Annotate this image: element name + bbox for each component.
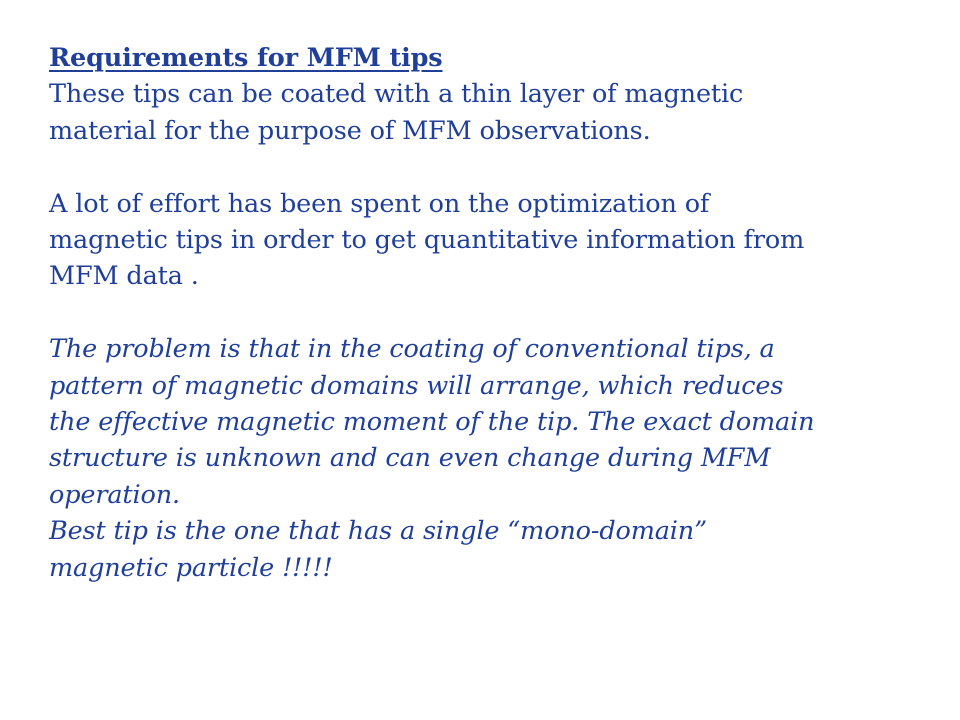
slide-heading: Requirements for MFM tips [49, 43, 443, 73]
paragraph-spacer [49, 295, 929, 331]
text-line: A lot of effort has been spent on the optimization of [49, 188, 710, 219]
paragraph-optimization [49, 186, 929, 295]
text-line: These tips can be coated with a thin layer of magnetic [49, 79, 744, 110]
text-line: Best tip is the one that has a single “mono-domain” [49, 516, 707, 547]
text-line: the effective magnetic moment of the tip. The exact domain [49, 407, 815, 438]
text-line: magnetic tips in order to get quantitative information from [49, 225, 805, 256]
text-line: operation. [49, 479, 180, 510]
text-line: structure is unknown and can even change during MFM [49, 443, 771, 474]
paragraph-coating [49, 76, 929, 149]
text-line: material for the purpose of MFM observations. [49, 115, 651, 146]
text-line: pattern of magnetic domains will arrange, which reduces [49, 370, 784, 401]
text-line: The problem is that in the coating of conventional tips, a [49, 334, 775, 365]
slide-content [49, 40, 929, 586]
text-line: MFM data . [49, 261, 199, 292]
paragraph-problem [49, 331, 929, 513]
text-line: magnetic particle !!!!! [49, 552, 333, 583]
paragraph-spacer [49, 149, 929, 185]
paragraph-best-tip [49, 513, 929, 586]
